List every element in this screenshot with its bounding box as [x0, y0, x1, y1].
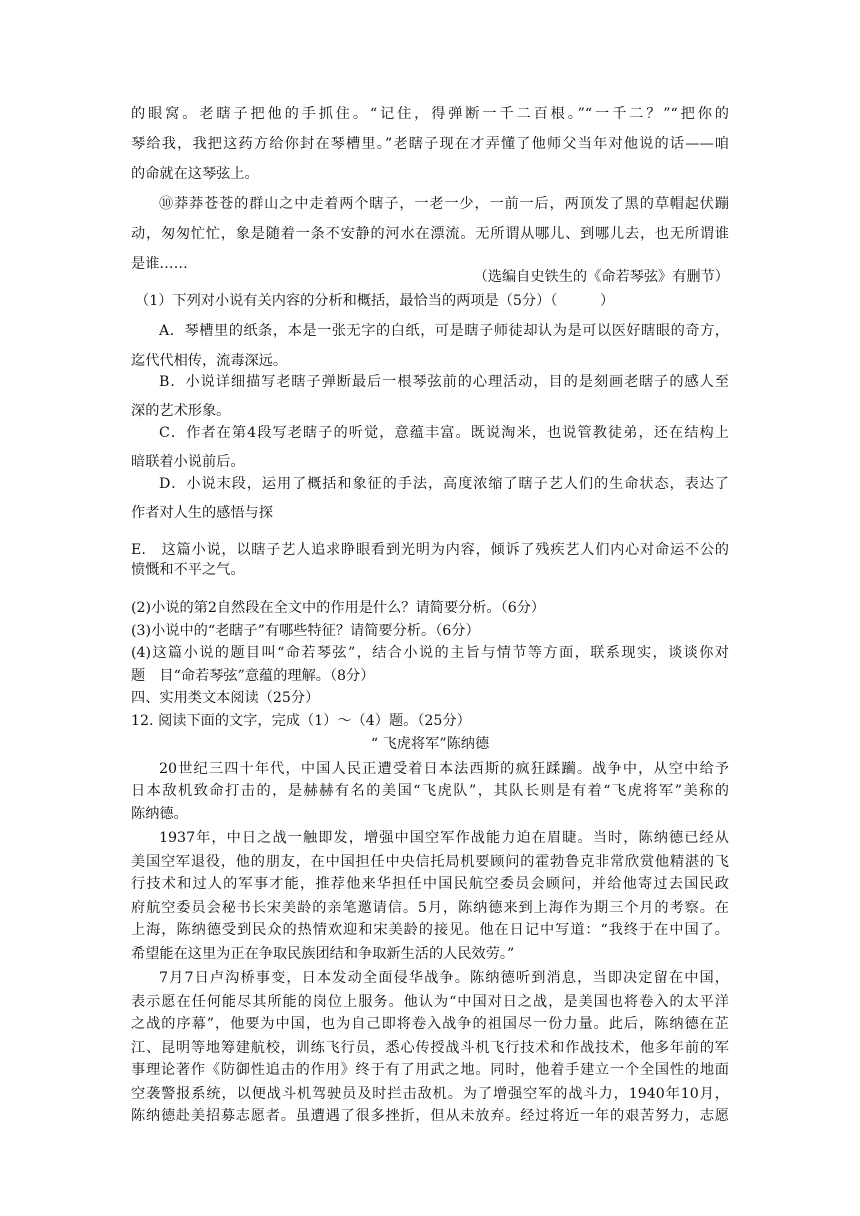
text-line: 日本敌机致命打击的，是赫赫有名的美国“飞虎队”，其队长则是有着“飞虎将军”美称的 [131, 783, 729, 799]
text-line: 暗联着小说前后。 [131, 454, 245, 470]
question-12: 12. 阅读下面的文字，完成（1）～（4）题。（25分） [131, 713, 471, 729]
text-line: 空袭警报系统，以便战斗机驾驶员及时拦击敌机。为了增强空军的战斗力，1940年10月， [131, 1086, 729, 1102]
article-title: “ 飞虎将军”陈纳德 [370, 736, 490, 752]
text-line: 是谁…… [131, 256, 188, 272]
section-heading: 四、实用类文本阅读（25分） [131, 690, 320, 706]
option-b: B．小说详细描写老瞎子弹断最后一根琴弦前的心理活动，目的是刻画老瞎子的感人至 [159, 374, 729, 390]
text-line: 事理论著作《防御性追击的作用》终于有了用武之地。同时，他着手建立一个全国性的地面 [131, 1062, 729, 1078]
paragraph-start: 7月7日卢沟桥事变，日本发动全面侵华战争。陈纳德听到消息，当即决定留在中国， [159, 970, 729, 986]
option-d: D．小说末段，运用了概括和象征的手法，高度浓缩了瞎子艺人们的生命状态，表达了 [159, 476, 729, 492]
paragraph-start: 20世纪三四十年代，中国人民正遭受着日本法西斯的疯狂蹂躏。战争中，从空中给予 [159, 761, 729, 777]
text-line: 的眼窝。老瞎子把他的手抓住。“记住，得弹断一千二百根。”“一千二？”“把你的 [131, 106, 729, 122]
text-line: 琴给我，我把这药方给你封在琴槽里。”老瞎子现在才弄懂了他师父当年对他说的话——咱 [131, 136, 729, 152]
text-line: 迄代代相传，流毒深远。 [131, 353, 288, 369]
text-line: 之战的序幕”，他要为中国，也为自己即将卷入战争的祖国尽一份力量。此后，陈纳德在芷 [131, 1016, 729, 1032]
text-line: 的命就在这琴弦上。 [131, 166, 259, 182]
text-line: 行技术和过人的军事才能，推荐他来华担任中国民航空委员会顾问，并给他寄过去国民政 [131, 876, 729, 892]
text-line: 深的艺术形象。 [131, 403, 231, 419]
text-line: 表示愿在任何能尽其所能的岗位上服务。他认为“中国对日之战，是美国也将卷入的太平洋 [131, 994, 729, 1010]
option-a: A．琴槽里的纸条，本是一张无字的白纸，可是瞎子师徒却认为是可以医好瞎眼的奇方， [159, 323, 729, 339]
text-line: 陈纳德赴美招募志愿者。虽遭遇了很多挫折，但从未放弃。经过将近一年的艰苦努力，志愿 [131, 1108, 729, 1124]
text-line: 陈纳德。 [131, 806, 188, 822]
question-3: (3)小说中的“老瞎子”有哪些特征？请简要分析。（6分） [131, 623, 480, 639]
paragraph-start: 1937年，中日之战一触即发，增强中国空军作战能力迫在眉睫。当时，陈纳德已经从 [159, 830, 729, 846]
text-line: 江、昆明等地筹建航校，训练飞行员，悉心传授战斗机飞行技术和作战技术，他多年前的军 [131, 1040, 729, 1056]
question-2: (2)小说的第2自然段在全文中的作用是什么？请简要分析。（6分） [131, 600, 546, 616]
question-1: （1）下列对小说有关内容的分析和概括，最恰当的两项是（5分）（ ） [135, 293, 615, 309]
source-note: （选编自史铁生的《命若琴弦》有删节） [473, 269, 729, 285]
option-e: E. 这篇小说，以瞎子艺人追求睁眼看到光明为内容，倾诉了残疾艺人们内心对命运不公的 [131, 542, 729, 558]
text-line: 希望能在这里为正在争取民族团结和争取新生活的人民效劳。” [131, 946, 515, 962]
text-line: 愤慨和不平之气。 [131, 562, 245, 578]
text-line: 美国空军退役，他的朋友，在中国担任中央信托局机要顾问的霍勃鲁克非常欣赏他精湛的飞 [131, 854, 729, 870]
question-4: (4)这篇小说的题目叫“命若琴弦”，结合小说的主旨与情节等方面，联系现实，谈谈你对 [131, 645, 729, 661]
paragraph-10-start: ⑩莽莽苍苍的群山之中走着两个瞎子，一老一少，一前一后，两顶发了黑的草帽起伏蹦 [159, 196, 729, 212]
text-line: 题 目“命若琴弦”意蕴的理解。（8分） [131, 668, 375, 684]
text-line: 府航空委员会秘书长宋美龄的亲笔邀请信。5月，陈纳德来到上海作为期三个月的考察。在 [131, 900, 729, 916]
text-line: 作者对人生的感悟与探 [131, 505, 273, 521]
option-c: C．作者在第4段写老瞎子的听觉，意蕴丰富。既说淘米，也说管教徒弟，还在结构上 [159, 425, 729, 441]
text-line: 动，匆匆忙忙，象是随着一条不安静的河水在漂流。无所谓从哪儿、到哪儿去，也无所谓谁 [131, 226, 729, 242]
text-line: 上海，陈纳德受到民众的热情欢迎和宋美龄的接见。他在日记中写道：“我终于在中国了。 [131, 922, 729, 938]
